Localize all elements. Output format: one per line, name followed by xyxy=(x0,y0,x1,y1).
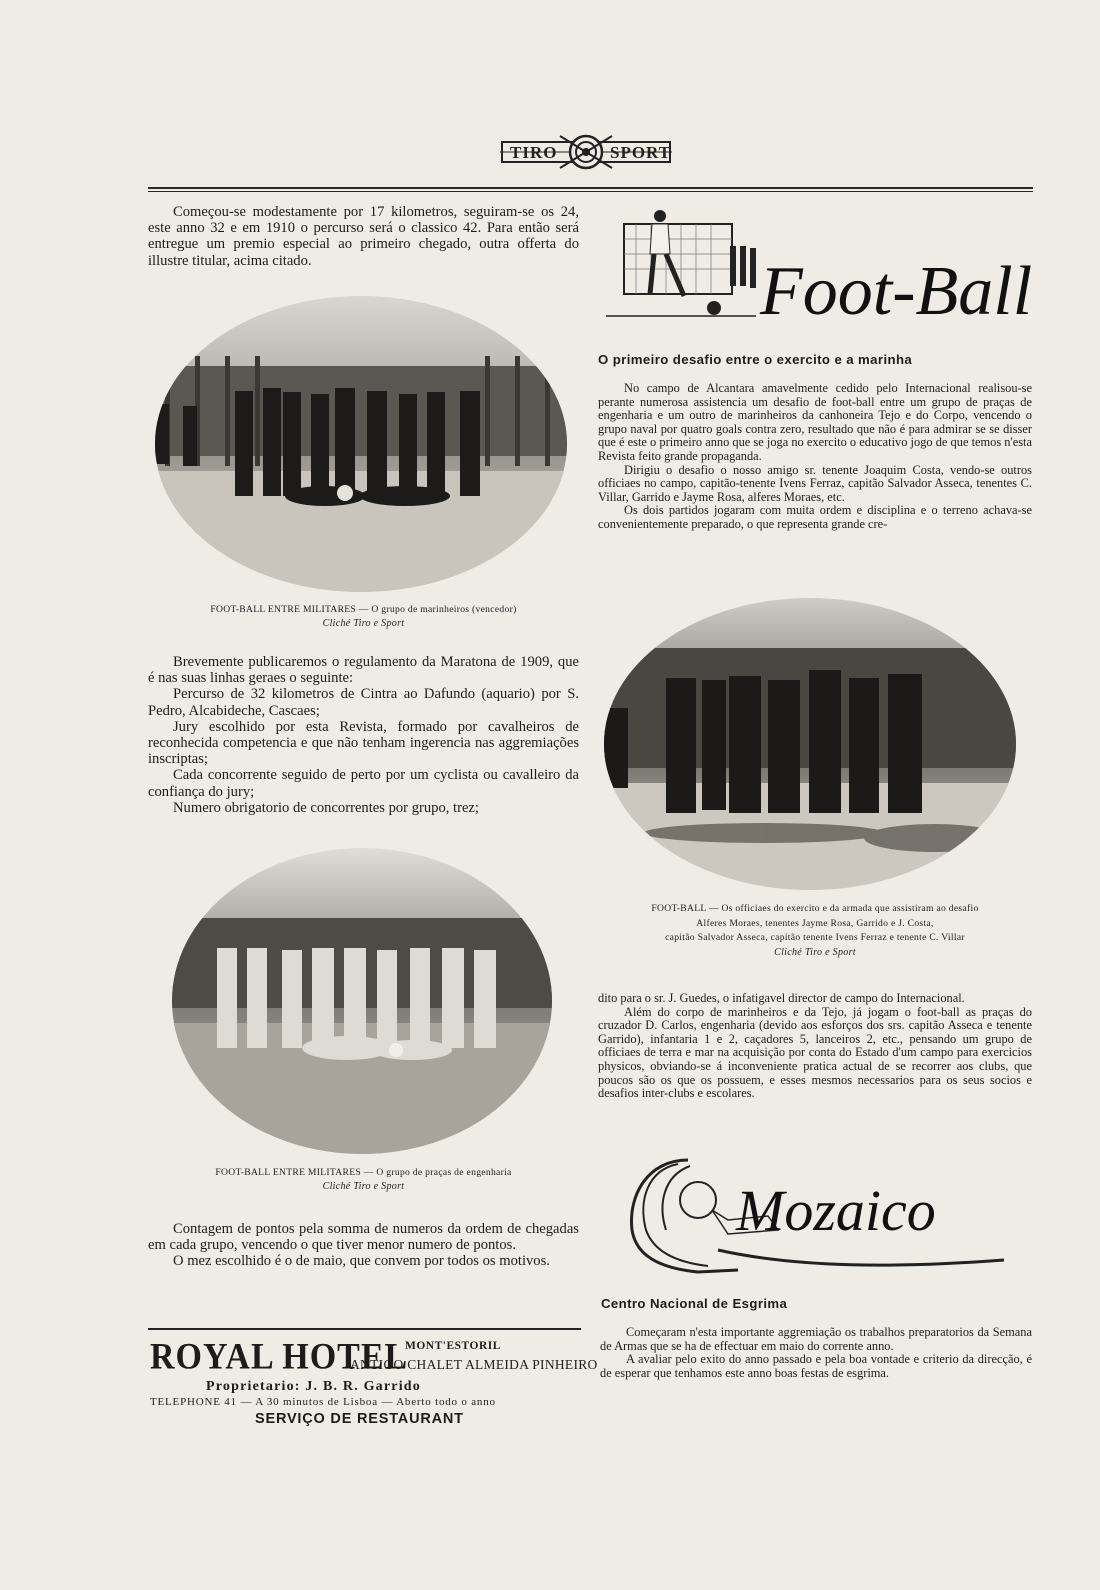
photo2-credit: Cliché Tiro e Sport xyxy=(322,1181,405,1192)
regulation-paragraph: Jury escolhido por esta Revista, formado por cavalheiros de reconhecida competencia e que não tenham ingerencia nas aggremiações inscriptas; xyxy=(148,718,579,768)
football-text xyxy=(598,382,1032,532)
photo2-caption-text: FOOT-BALL ENTRE MILITARES — O grupo de praças de engenharia xyxy=(215,1167,512,1178)
football-banner-text: Foot-Ball. xyxy=(760,253,1032,328)
photo-sailors-team xyxy=(155,296,567,592)
closing-paragraph: Contagem de pontos pela somma de numeros da ordem de chegadas em cada grupo, vencendo o que tiver menor numero de pontos. xyxy=(148,1221,579,1254)
svg-text:SPORT: SPORT xyxy=(610,143,672,162)
intro-paragraph: Começou-se modestamente por 17 kilometros, seguiram-se os 24, este anno 32 e em 1910 o percurso será o classico 42. Para então será entregue um premio especial ao primeiro chegado, outra offerta do illustre titular, acima citado. xyxy=(148,204,579,269)
header-rule-thin xyxy=(148,191,1033,192)
football-banner xyxy=(606,204,1032,328)
football-paragraph: Dirigiu o desafio o nosso amigo sr. tenente Joaquim Costa, vendo-se outros officiaes no campo, capitão-tenente Ivens Ferraz, capitão Salvador Asseca, tenentes C. Villar, Garrido e Jayme Rosa, alferes Moraes, etc. xyxy=(598,462,1032,504)
photo1-caption-text: FOOT-BALL ENTRE MILITARES — O grupo de marinheiros (vencedor) xyxy=(210,604,517,615)
esgrima-text xyxy=(600,1326,1032,1380)
photo3-caption-line: Alferes Moraes, tenentes Jayme Rosa, Garrido e J. Costa, xyxy=(696,917,934,929)
football-heading: O primeiro desafio entre o exercito e a marinha xyxy=(598,352,913,367)
esgrima-heading: Centro Nacional de Esgrima xyxy=(601,1296,788,1311)
photo3-caption-line: capitão Salvador Asseca, capitão tenente Ivens Ferraz e tenente C. Villar xyxy=(665,932,965,943)
regulation-paragraph: Numero obrigatorio de concorrentes por grupo, trez; xyxy=(173,799,479,816)
continuation-paragraph: dito para o sr. J. Guedes, o infatigavel director de campo do Internacional. xyxy=(598,991,965,1005)
regulation-text xyxy=(148,654,579,816)
ad-subtitle: ANTIGO CHALET ALMEIDA PINHEIRO xyxy=(350,1357,598,1372)
photo1-caption xyxy=(148,603,579,631)
regulation-paragraph: Percurso de 32 kilometros de Cintra ao Dafundo (aquario) por S. Pedro, Alcabideche, Cascaes; xyxy=(148,686,579,719)
photo-engineers-team xyxy=(172,848,552,1154)
ad-service: SERVIÇO DE RESTAURANT xyxy=(255,1411,464,1427)
masthead-logo xyxy=(500,128,672,176)
closing-paragraph: O mez escolhido é o de maio, que convem por todos os motivos. xyxy=(173,1253,550,1270)
ad-rule xyxy=(148,1328,581,1330)
header-rule xyxy=(148,187,1033,189)
ad-proprietor: Proprietario: J. B. R. Garrido xyxy=(206,1379,421,1394)
photo2-caption xyxy=(148,1166,579,1194)
regulation-paragraph: Cada concorrente seguido de perto por um cyclista ou cavalleiro da confiança do jury; xyxy=(148,767,579,800)
esgrima-paragraph: A avaliar pelo exito do anno passado e pela boa vontade e criterio da direcção, é de esperar que tenhamos este anno boas festas de esgrima. xyxy=(600,1352,1032,1380)
photo1-credit: Cliché Tiro e Sport xyxy=(322,618,405,629)
regulation-paragraph: Brevemente publicaremos o regulamento da Maratona de 1909, que é nas suas linhas geraes o seguinte: xyxy=(148,654,579,687)
esgrima-paragraph: Começaram n'esta importante aggremiação os trabalhos preparatorios da Semana de Armas que se ha de effectuar em maio do corrente anno. xyxy=(600,1325,1032,1353)
photo3-caption-line: FOOT-BALL — Os officiaes do exercito e da armada que assistiram ao desafio xyxy=(651,903,979,914)
photo3-credit: Cliché Tiro e Sport xyxy=(774,946,856,958)
ad-telephone: TELEPHONE 41 — A 30 minutos de Lisboa — Aberto todo o anno xyxy=(150,1396,496,1408)
continuation-text xyxy=(598,992,1032,1101)
photo3-caption xyxy=(598,902,1032,960)
football-paragraph: No campo de Alcantara amavelmente cedido pelo Internacional realisou-se perante numerosa assistencia um desafio de foot-ball entre um grupo de praças de engenharia e um outro de marinheiros da canhoneira Tejo e do Corpo, vencendo o grupo naval por quatro goals contra zero, resultado que não é para admirar se se disser que é este o primeiro anno que se joga no exercito o educativo jogo de que temos n'esta Revista feito grande propaganda. xyxy=(598,381,1032,463)
closing-text xyxy=(148,1221,579,1270)
photo-officers xyxy=(604,598,1016,890)
ad-hotel-name: ROYAL HOTEL xyxy=(150,1336,409,1378)
ad-location: MONT'ESTORIL xyxy=(405,1340,501,1352)
svg-text:TIRO: TIRO xyxy=(510,143,558,162)
continuation-paragraph: Além do corpo de marinheiros e da Tejo, já jogam o foot-ball as praças do cruzador D. Carlos, engenharia (devido aos esforços dos srs. capitão Asseca e tenente Garrido), infantaria 1 e 2, caçadores 5, lanceiros 2, etc., pensando um grupo de officiaes de terra e mar na acquisição por conta do Estado d'um campo para exercicios physicos, obviando-se á inconveniente pratica actual de se recorrer aos clubs, que poucos são os que os possuem, e esses mesmos necessarios para os seus socios e desafios inter-clubs e escolares. xyxy=(598,1004,1032,1101)
mozaico-banner-text: Mozaico xyxy=(736,1178,936,1243)
football-paragraph: Os dois partidos jogaram com muita ordem e disciplina e o terreno achava-se convenientemente preparado, o que representa grande cre- xyxy=(598,503,1032,531)
mozaico-banner xyxy=(618,1150,1006,1276)
